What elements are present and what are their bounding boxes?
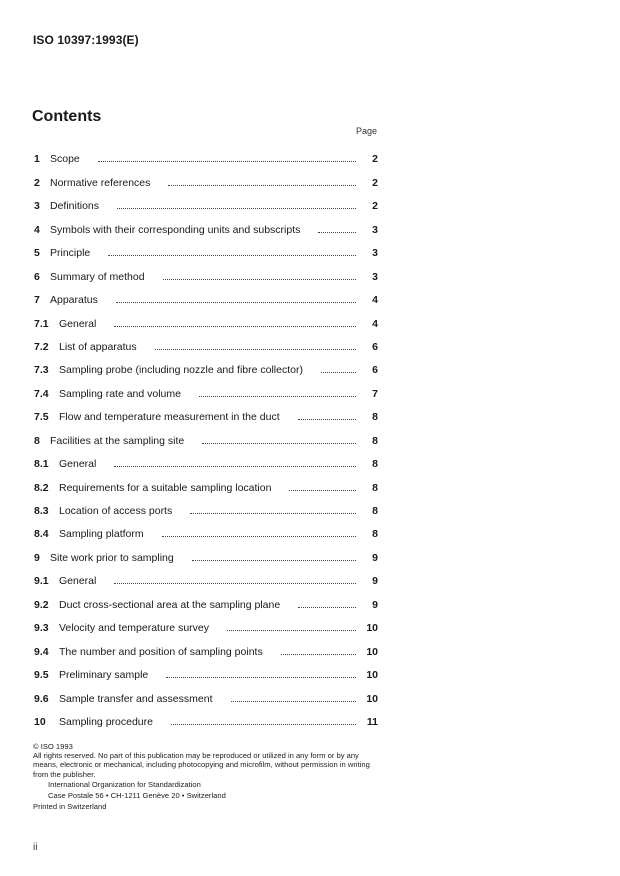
- contents-heading: Contents: [32, 108, 102, 125]
- dot-leader: [199, 395, 356, 397]
- toc-entry-title: Scope: [50, 153, 80, 166]
- toc-entry-title: Flow and temperature measurement in the duct: [59, 411, 280, 424]
- toc-entry: [34, 470, 378, 493]
- toc-entry: [34, 517, 378, 540]
- dot-leader: [227, 629, 356, 631]
- toc-entry: [34, 494, 378, 517]
- toc-entry-number: 1: [34, 153, 40, 166]
- toc-entry-number: 7.5: [34, 411, 49, 424]
- toc-entry-number: 8.2: [34, 481, 49, 494]
- toc-entry-title: Sampling rate and volume: [59, 387, 181, 400]
- dot-leader: [289, 489, 356, 491]
- toc-entry-number: 2: [34, 176, 40, 189]
- toc-entry-number: 8: [34, 434, 40, 447]
- toc-entry-number: 7: [34, 294, 40, 307]
- toc-entry-number: 8.3: [34, 505, 49, 517]
- toc-entry-page: 8: [372, 528, 378, 541]
- toc-entry: [34, 634, 378, 657]
- toc-entry-title: List of apparatus: [59, 340, 137, 353]
- toc-entry: [34, 259, 378, 282]
- toc-entry-number: 3: [34, 200, 40, 213]
- toc-entry: [34, 353, 378, 376]
- toc-entry-number: 9.6: [34, 692, 49, 705]
- toc-entry-page: 9: [372, 598, 378, 611]
- dot-leader: [318, 231, 356, 233]
- copyright-line: © ISO 1993: [33, 742, 73, 751]
- dot-leader: [298, 418, 356, 420]
- toc-entry: [34, 212, 378, 235]
- dot-leader: [98, 160, 356, 162]
- toc-entry-page: 9: [372, 551, 378, 564]
- toc-entry: [34, 611, 378, 634]
- dot-leader: [155, 348, 356, 350]
- dot-leader: [190, 512, 356, 514]
- toc-entry-number: 7.2: [34, 340, 49, 353]
- toc-entry-page: 3: [372, 270, 378, 283]
- toc-entry: [34, 423, 378, 446]
- toc-entry-title: Normative references: [50, 176, 151, 189]
- toc-entry-title: Sampling procedure: [59, 715, 153, 728]
- toc-entry-title: Principle: [50, 247, 91, 260]
- toc-entry: [34, 658, 378, 681]
- toc-entry-title: Velocity and temperature survey: [59, 622, 209, 635]
- toc-entry-number: 7.1: [34, 317, 49, 330]
- document-id: ISO 10397:1993(E): [33, 33, 139, 47]
- dot-leader: [192, 559, 356, 561]
- dot-leader: [114, 465, 356, 467]
- toc-entry-number: 4: [34, 223, 40, 236]
- toc-entry-title: Site work prior to sampling: [50, 551, 174, 564]
- toc-entry-number: 8.1: [34, 458, 49, 471]
- toc-entry: [34, 330, 378, 353]
- dot-leader: [281, 653, 356, 655]
- toc-entry-page: 4: [372, 294, 378, 307]
- toc-entry-number: 9.3: [34, 622, 49, 635]
- toc-entry-page: 10: [366, 645, 378, 658]
- toc-entry: [34, 283, 378, 306]
- toc-entry-title: Location of access ports: [59, 505, 173, 517]
- toc-entry-title: General: [59, 575, 97, 588]
- toc-entry: [34, 189, 378, 212]
- toc-entry-page: 10: [366, 622, 378, 635]
- toc-entry-page: 8: [372, 434, 378, 447]
- toc-entry-number: 9: [34, 551, 40, 564]
- toc-entry-title: Definitions: [50, 200, 100, 213]
- rights-statement: All rights reserved. No part of this publication may be reproduced or utilized in any form or by any means, electronic or mechanical, including photocopying and microfilm, without permission in writing from the publisher.: [33, 751, 370, 779]
- toc-entry: [34, 564, 378, 587]
- toc-entry-page: 8: [372, 411, 378, 424]
- toc-entry: [34, 165, 378, 188]
- toc-entry-number: 6: [34, 270, 40, 283]
- toc-entry-page: 10: [366, 669, 378, 682]
- toc-entry-title: General: [59, 458, 97, 471]
- toc-entry: [34, 587, 378, 610]
- dot-leader: [108, 254, 356, 256]
- toc-entry-page: 8: [372, 458, 378, 471]
- dot-leader: [117, 207, 356, 209]
- toc-entry-page: 10: [366, 692, 378, 705]
- toc-entry-title: Sampling probe (including nozzle and fibre collector): [59, 364, 303, 377]
- toc-entry-page: 3: [372, 247, 378, 260]
- toc-entry: [34, 236, 378, 259]
- toc-entry-page: 9: [372, 575, 378, 588]
- toc-entry-number: 7.3: [34, 364, 49, 377]
- toc-entry-title: Apparatus: [50, 294, 98, 307]
- toc-entry-title: Requirements for a suitable sampling location: [59, 481, 272, 494]
- toc-entry: [34, 681, 378, 704]
- toc-entry-title: Summary of method: [50, 270, 145, 283]
- toc-entry-page: 2: [372, 200, 378, 213]
- toc-entry: [34, 306, 378, 329]
- dot-leader: [171, 723, 356, 725]
- dot-leader: [114, 325, 356, 327]
- dot-leader: [116, 301, 356, 303]
- toc-entry-number: 5: [34, 247, 40, 260]
- printed-in: Printed in Switzerland: [33, 802, 107, 812]
- toc-entry-page: 3: [372, 223, 378, 236]
- page-folio: ii: [33, 842, 38, 853]
- toc-entry-page: 2: [372, 176, 378, 189]
- dot-leader: [321, 371, 356, 373]
- dot-leader: [298, 606, 356, 608]
- dot-leader: [231, 700, 357, 702]
- publisher-address: Case Postale 56 • CH-1211 Genève 20 • Switzerland: [48, 791, 226, 801]
- publisher-name: International Organization for Standardization: [48, 779, 201, 789]
- toc-entry-page: 6: [372, 340, 378, 353]
- toc-entry-title: Symbols with their corresponding units and subscripts: [50, 223, 301, 236]
- toc-entry: [34, 705, 378, 728]
- toc-entry: [34, 142, 378, 165]
- toc-entry-page: 6: [372, 364, 378, 377]
- toc-entry-title: Preliminary sample: [59, 669, 149, 682]
- toc-entry-page: 7: [372, 387, 378, 400]
- page-column-label: Page: [356, 126, 378, 136]
- toc-entry-title: Sample transfer and assessment: [59, 692, 213, 705]
- toc-entry-page: 8: [372, 505, 378, 517]
- toc-entry-page: 2: [372, 153, 378, 166]
- toc-entry-title: Sampling platform: [59, 528, 144, 541]
- dot-leader: [163, 278, 356, 280]
- dot-leader: [166, 676, 356, 678]
- toc-entry-title: The number and position of sampling points: [59, 645, 263, 658]
- toc-entry-page: 4: [372, 317, 378, 330]
- toc-entry-number: 7.4: [34, 387, 49, 400]
- toc-entry-number: 10: [34, 715, 46, 728]
- dot-leader: [162, 535, 356, 537]
- toc-entry-title: Facilities at the sampling site: [50, 434, 185, 447]
- toc-entry-number: 9.4: [34, 645, 49, 658]
- toc-entry: [34, 400, 378, 423]
- toc-entry: [34, 376, 378, 399]
- dot-leader: [114, 582, 356, 584]
- table-of-contents: [34, 142, 378, 728]
- dot-leader: [202, 442, 356, 444]
- toc-entry: [34, 540, 378, 563]
- toc-entry-title: General: [59, 317, 97, 330]
- toc-entry-number: 8.4: [34, 528, 49, 541]
- toc-entry-title: Duct cross-sectional area at the sampling plane: [59, 598, 281, 611]
- toc-entry-page: 8: [372, 481, 378, 494]
- toc-entry-page: 11: [366, 715, 378, 728]
- copyright-notice: [33, 742, 379, 811]
- toc-entry-number: 9.2: [34, 598, 49, 611]
- toc-entry-number: 9.5: [34, 669, 49, 682]
- toc-entry-number: 9.1: [34, 575, 49, 588]
- dot-leader: [168, 184, 356, 186]
- toc-entry: [34, 447, 378, 470]
